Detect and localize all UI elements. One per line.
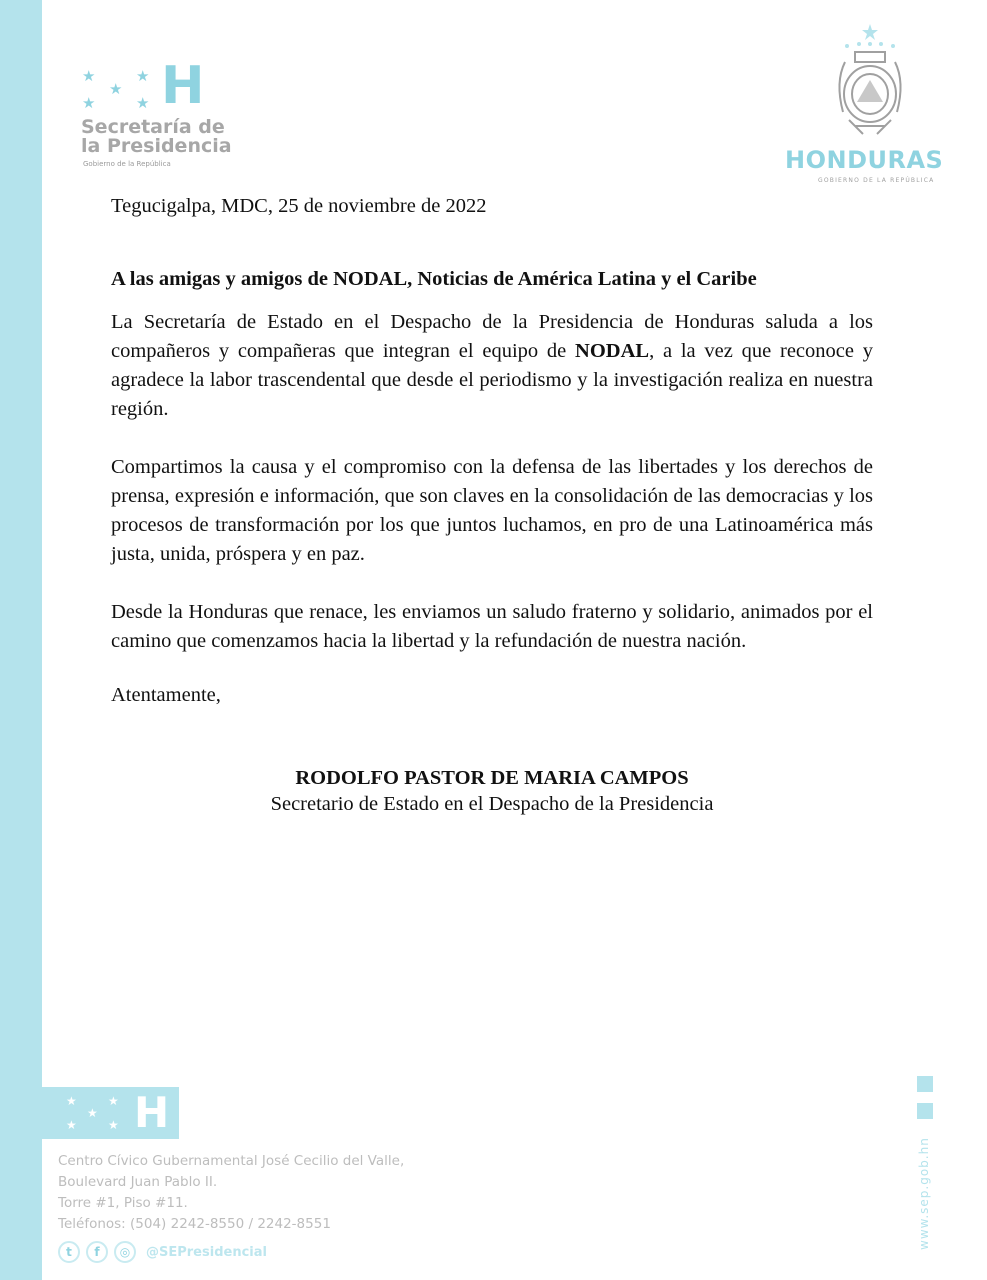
paragraph-2: Compartimos la causa y el compromiso con la defensa de las libertades y los derechos de prensa, expresión e información, que son claves en la consolidación de las democracias y los procesos de transformación por los que juntos luchamos, en pro de una Latinoamérica más justa, unida, próspera y en paz. [111,456,873,565]
letter-date: Tegucigalpa, MDC, 25 de noviembre de 2022 [111,195,487,217]
honduras-logo [785,22,955,192]
secretaria-logo [78,56,258,174]
address-line-2: Boulevard Juan Pablo II. [58,1174,218,1190]
signature-block [111,765,873,817]
social-handle[interactable]: @SEPresidencial [146,1244,267,1260]
left-accent-stripe [0,0,42,1280]
twitter-icon[interactable]: t [58,1241,80,1263]
signer-title: Secretario de Estado en el Despacho de la Presidencia [270,793,714,815]
nodal-bold: NODAL [575,340,650,362]
letter-closing: Atentamente, [111,684,221,706]
logo-name: Secretaría de la Presidencia [81,116,232,157]
address-line-3: Torre #1, Piso #11. [58,1195,188,1211]
footer-address [58,1151,404,1235]
letter-body [111,192,873,710]
logo-h-mark: H [161,56,205,116]
signer-name: RODOLFO PASTOR DE MARIA CAMPOS [295,767,689,789]
honduras-subtitle: GOBIERNO DE LA REPÚBLICA [818,177,935,184]
footer-h-mark: H [134,1088,170,1137]
coat-of-arms-icon [825,22,915,142]
stars-icon: ★ ★ ★ ★ ★ [82,67,150,112]
letter-salutation: A las amigas y amigos de NODAL, Noticias de América Latina y el Caribe [111,268,757,290]
honduras-wordmark: HONDURAS [785,146,944,174]
instagram-icon[interactable]: ◎ [114,1241,136,1263]
website-vertical[interactable]: www.sep.gob.hn [917,1137,931,1250]
footer-logo: ★ ★ ★ ★ ★ H [42,1087,179,1139]
facebook-icon[interactable]: f [86,1241,108,1263]
social-links [58,1240,267,1264]
paragraph-3: Desde la Honduras que renace, les enviamos un saludo fraterno y solidario, animados por el camino que comenzamos hacia la libertad y la refundación de nuestra nación. [111,601,873,652]
paragraph-1: La Secretaría de Estado en el Despacho de la Presidencia de Honduras saluda a los compañeros y compañeras que integran el equipo de NODAL, a la vez que reconoce y agradece la labor trascendental que desde el periodismo y la investigación realiza en nuestra región. [111,311,873,420]
address-line-1: Centro Cívico Gubernamental José Cecilio del Valle, [58,1153,405,1169]
phones: Teléfonos: (504) 2242-8550 / 2242-8551 [58,1216,331,1232]
logo-subtitle: Gobierno de la República [83,160,171,168]
